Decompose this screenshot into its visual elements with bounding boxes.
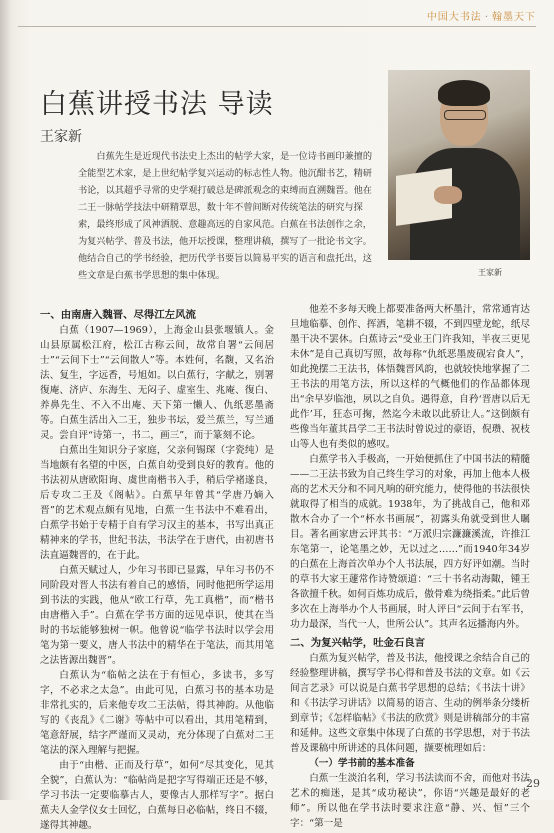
abstract-text: 白蕉先生是近现代书法史上杰出的帖学大家，是一位诗书画印兼擅的全能型艺术家，是上世纪帖学复兴运动的标志性人物。他沉酣书艺，精研书论，以其超乎寻常的史学观打破总是碑派观念的束缚而直溯魏晋。他在二王一脉帖学技法中研精覃思，数十年不曾间断对传统笔法的研究与探索，最终形成了风神洒脱、意趣高远的自家风范。白蕉在书法创作之余，为复兴帖学、普及书法，他开坛授课，整理讲稿，撰写了一批论书文字。他结合自己的学书经验，把历代学书要旨以简易平实的语言和盘托出，这些文章是白蕉书学思想的集中体现。	[78, 151, 373, 281]
right-paragraph: 他差不多每天晚上都要准备两大杯墨汁，常常通宵达旦地临摹、创作、挥洒，笔耕不辍，不到四壁龙蛇，纸尽墨干决不罢休。白蕉诗云“受业王门许我知，半夜三更见未休”是自己真切写照，故每称“仇纸恶墨废砚宕食人”，如此挽摆二王法书，体悟魏晋风韵，也就较快地掌握了二王书法的用笔方法，所以这样的气概他们的作品都体现出“余早岁临池，夙以之自负。遇得意，自矜‘晋唐以后无此作’耳，狂态可掬，然迄今未敢以此骄让人。”这倒颇有些像当年董其昌学二王书法时曾说过的豪语，倪瓒、祝枝山等人也有类似的感叹。	[290, 304, 530, 450]
right-paragraph: 白蕉一生淡泊名利，学习书法读而不舍，而他对书法艺术的痴迷，是其“成功秘诀”，你语“兴趣是最好的老师”。所以他在学书法时要求注意“静、兴、恒”三个字：“第一是	[290, 773, 530, 829]
right-paragraph: 白蕉学书入手极高，一开始便抓住了中国书法的精髓——二王法书致为自己终生学习的对象，再加上他本人极高的艺术天分和不同凡响的研究能力，使得他的书法很快就取得了相当的成就。1938年，为了挑战自己，他和邓散木合办了一个“杯水书画展”，初露头角就受到世人瞩目。著名画家唐云评其书：“万派归宗濂濂溪流，许推江东笔第一，论笔墨之妙，无以过之……”而1940年34岁的白蕉在上海首次单办个人书法展，四方好评如潮。当时的草书大家王蘧常作诗赞颂道：“三十书名动海陬，锺王各欲擅千秋。如何百炼功成后，傲骨难为绕指柔。”此后曾多次在上海举办个人书画展，时人评曰“云间于右军书，功力最深，当代一人，世所公认”。其声名远播海内外。	[290, 454, 530, 630]
left-paragraph: 白蕉出生知识分子家庭，父亲何锡琛（字瓷纯）是当地颇有名望的中医，白蕉自幼受到良好的教育。他的书法初从唐欧阳询、虞世南楷书入手，稍后学褚遂良，后专攻二王及《阁帖》。白蕉早年曾其“学唐乃嫡入晋”的艺术观点颇有见地，白蕉一生书法中不难看出，白蕉学书始于专精于自有学习汉主的基本，书写出真正精神来的学书，世纪书法，书法学在于唐代，由初唐书法直逼魏晋的，在于此。	[40, 445, 274, 561]
section-heading-2: 二、为复兴帖学，吐金石良言	[290, 637, 426, 649]
binding-gutter	[0, 0, 12, 800]
brand-name: 中国大书法	[426, 12, 482, 23]
page-number: 29	[526, 777, 540, 790]
left-paragraph: 白蕉（1907—1969），上海金山县张堰镇人。金山县原属松江府，松江古称云间，故常自署“云间居士”“云间下士”“云间散人”等。本姓何，名馥，又名治法、复生，字远香，号旭如。以白蕉行，字献之，别署復庵、济庐、东海生、无闷子、虚室生、兆庵、復白、养鼻先生、不入不出庵、天下第一懒人、仇纸恶墨斋等。白蕉生活出入二王，独步书坛，爱兰蕉兰，写兰通灵。尝自评“诗第一，书二，画三”，而于篆刻不论。	[40, 325, 274, 441]
section-heading-1: 一、由南唐入魏晋、尽得江左风流	[40, 309, 196, 321]
header-divider	[18, 26, 536, 27]
left-paragraph: 由于“由楷、正而及行草”，如何“尽其变化，见其全貌”，白蕉认为：“临帖尚是把字写得端正还是不够，学习书法一定要临摹古人，要像古人那样写字”。据白蕉夫人金学仪女士回忆，白蕉每日必临帖，终日不辍，遂得其神趣。	[40, 760, 274, 831]
magazine-header: 中国大书法 · 翰墨天下	[426, 12, 536, 23]
author-photo	[388, 70, 530, 260]
article-author: 王家新	[40, 129, 82, 145]
subsection-heading: （一）学书前的基本准备	[309, 758, 415, 769]
right-column	[290, 302, 530, 831]
article-abstract	[78, 148, 378, 284]
photo-caption: 王家新	[478, 268, 502, 277]
column-name: 翰墨天下	[492, 12, 536, 23]
article-title: 白蕉讲授书法 导读	[40, 89, 274, 120]
right-paragraph: 白蕉为复兴帖学，普及书法，他授课之余结合自己的经验整理讲稿，撰写学书心得和普及书法的文章。如《云间言艺录》可以说是白蕉书学思想的总结；《书法十讲》和《书法学习讲话》以简易的语言、生动的例举条分缕析到章节；《怎样临帖》《书法的欣赏》则是讲稿部分的丰富和延伸。这些文章集中体现了白蕉的书学思想，对于书法普及课稿中所讲述的具体问题，撷要梳理如后：	[290, 653, 530, 754]
left-column	[40, 308, 274, 833]
left-paragraph: 白蕉认为“临帖之法在于有恒心，多读书，多写字，不必求之太急”。由此可见，白蕉习书的基本功是非常扎实的，后来他专攻二王法帖，得其神韵。从他临写的《丧乱》《二谢》等帖中可以看出，其用笔精到，笔意舒展，结字严谨而又灵动，充分体现了白蕉对二王笔法的深入理解与把握。	[40, 670, 274, 756]
left-paragraph: 白蕉天赋过人，少年习书即已显露，早年习书仍不同阶段对晋人书法有着自己的感悟，同时他把所学运用到书法的实践，他从“欧工行草，先工真楷”，而“楷书由唐楷入手”。白蕉在学书方面的远见卓识，使其在当时的书坛能够独树一帜。他曾说“临学书法时以学会用笔为第一要义，唐人书法中的精华在于笔法，而其用笔之法皆源出魏晋”。	[40, 565, 274, 666]
